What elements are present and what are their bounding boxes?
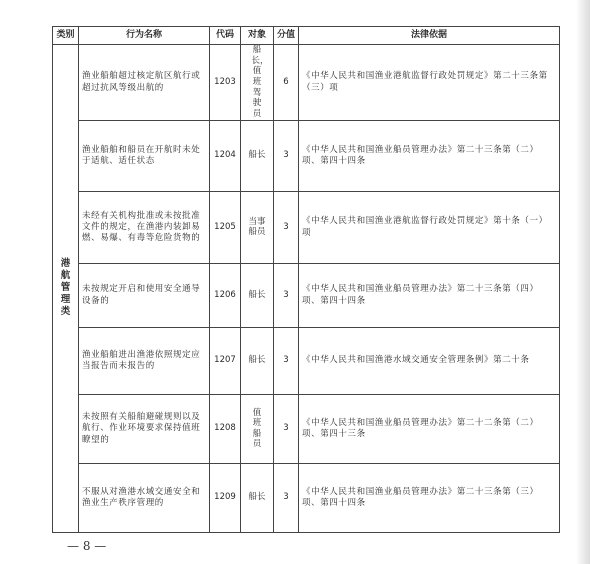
header-category: 类别 — [53, 27, 79, 45]
header-code: 代码 — [210, 27, 241, 45]
code-cell: 1204 — [210, 121, 241, 192]
law-cell: 《中华人民共和国渔业船员管理办法》第二十三条第（二）项、第四十四条 — [299, 121, 560, 192]
law-cell: 《中华人民共和国渔业船员管理办法》第二十三条第（三）项、第四十四条 — [299, 464, 560, 533]
category-cell — [53, 45, 79, 533]
behavior-cell: 未按照有关船舶避碰规则以及航行、作业环境要求保持值班瞭望的 — [79, 395, 210, 464]
table-row — [53, 464, 560, 533]
law-cell: 《中华人民共和国渔业船员管理办法》第二十三条第（四）项、第四十四条 — [299, 264, 560, 328]
page-edge-shadow — [576, 0, 590, 564]
header-target: 对象 — [241, 27, 274, 45]
table-row — [53, 264, 560, 328]
header-row — [53, 27, 560, 45]
table-row — [53, 328, 560, 395]
score-cell: 3 — [274, 121, 299, 192]
code-cell: 1209 — [210, 464, 241, 533]
penalty-table — [52, 26, 560, 533]
target-cell — [241, 45, 274, 121]
target-cell: 船长 — [241, 264, 274, 328]
score-cell: 3 — [274, 192, 299, 264]
behavior-cell: 渔业船舶进出渔港依照规定应当报告而未报告的 — [79, 328, 210, 395]
score-cell: 6 — [274, 45, 299, 121]
target-cell: 船长 — [241, 121, 274, 192]
law-cell: 《中华人民共和国渔业港航监督行政处罚规定》第二十三条第（三）项 — [299, 45, 560, 121]
behavior-cell: 不服从对渔港水域交通安全和渔业生产秩序管理的 — [79, 464, 210, 533]
header-law: 法律依据 — [299, 27, 560, 45]
target-cell: 船长 — [241, 328, 274, 395]
category-label: 港航管理类 — [60, 258, 71, 317]
score-cell: 3 — [274, 264, 299, 328]
target-label: 当事船员 — [248, 216, 266, 238]
table-row — [53, 121, 560, 192]
target-label: 船长，值班驾驶员 — [251, 45, 269, 119]
target-label: 值班船员 — [252, 407, 262, 450]
behavior-cell: 渔业船舶和船员在开航时未处于适航、适任状态 — [79, 121, 210, 192]
page-number: — 8 — — [67, 539, 107, 553]
score-cell: 3 — [274, 328, 299, 395]
law-cell: 《中华人民共和国渔业港航监督行政处罚规定》第十条（一）项 — [299, 192, 560, 264]
behavior-cell: 未按规定开启和使用安全通导设备的 — [79, 264, 210, 328]
code-cell: 1208 — [210, 395, 241, 464]
table-row — [53, 395, 560, 464]
code-cell: 1203 — [210, 45, 241, 121]
code-cell: 1207 — [210, 328, 241, 395]
code-cell: 1206 — [210, 264, 241, 328]
score-cell: 3 — [274, 395, 299, 464]
target-cell — [241, 192, 274, 264]
behavior-cell: 未经有关机构批准或未按批准文件的规定，在渔港内装卸易燃、易爆、有毒等危险货物的 — [79, 192, 210, 264]
target-cell — [241, 395, 274, 464]
score-cell: 3 — [274, 464, 299, 533]
behavior-cell: 渔业船舶超过核定航区航行或超过抗风等级出航的 — [79, 45, 210, 121]
law-cell: 《中华人民共和国渔港水域交通安全管理条例》第二十条 — [299, 328, 560, 395]
header-score: 分值 — [274, 27, 299, 45]
target-cell: 船长 — [241, 464, 274, 533]
table-row — [53, 192, 560, 264]
code-cell: 1205 — [210, 192, 241, 264]
header-behavior: 行为名称 — [79, 27, 210, 45]
table-row — [53, 45, 560, 121]
law-cell: 《中华人民共和国渔业船员管理办法》第二十二条第（二）项、第四十三条 — [299, 395, 560, 464]
